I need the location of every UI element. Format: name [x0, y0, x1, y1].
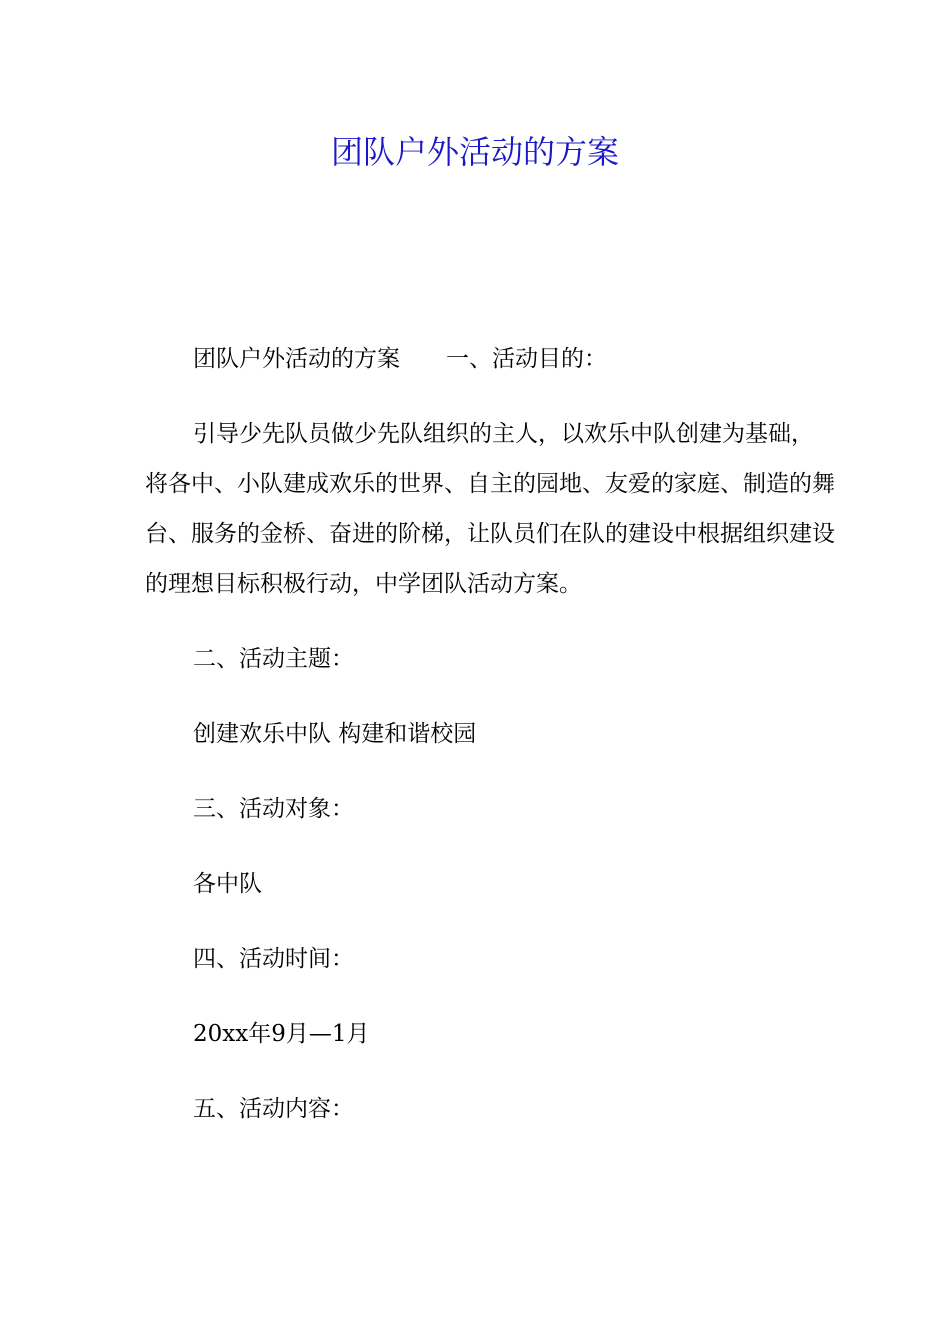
intro-title-text: 团队户外活动的方案 [193, 346, 400, 372]
purpose-paragraph: 引导少先队员做少先队组织的主人，以欢乐中队创建为基础，将各中、小队建成欢乐的世界、自主的园地、友爱的家庭、制造的舞台、服务的金桥、奋进的阶梯，让队员们在队的建设中根据组织建设的理想目标积极行动，中学团队活动方案。 [145, 421, 835, 597]
section-heading-content: 五、活动内容： [193, 1096, 354, 1122]
section-heading-time: 四、活动时间： [193, 946, 354, 972]
intro-paragraph [145, 334, 835, 384]
document-body [145, 334, 835, 1159]
time-text: 20xx年9月—1月 [193, 1021, 370, 1047]
document-title: 团队户外活动的方案 [330, 133, 619, 171]
section-heading-audience: 三、活动对象： [193, 796, 354, 822]
audience-text: 各中队 [193, 871, 262, 897]
section-heading-purpose: 一、活动目的： [446, 346, 607, 372]
section-heading-theme: 二、活动主题： [193, 646, 354, 672]
theme-text: 创建欢乐中队 构建和谐校园 [193, 721, 477, 747]
